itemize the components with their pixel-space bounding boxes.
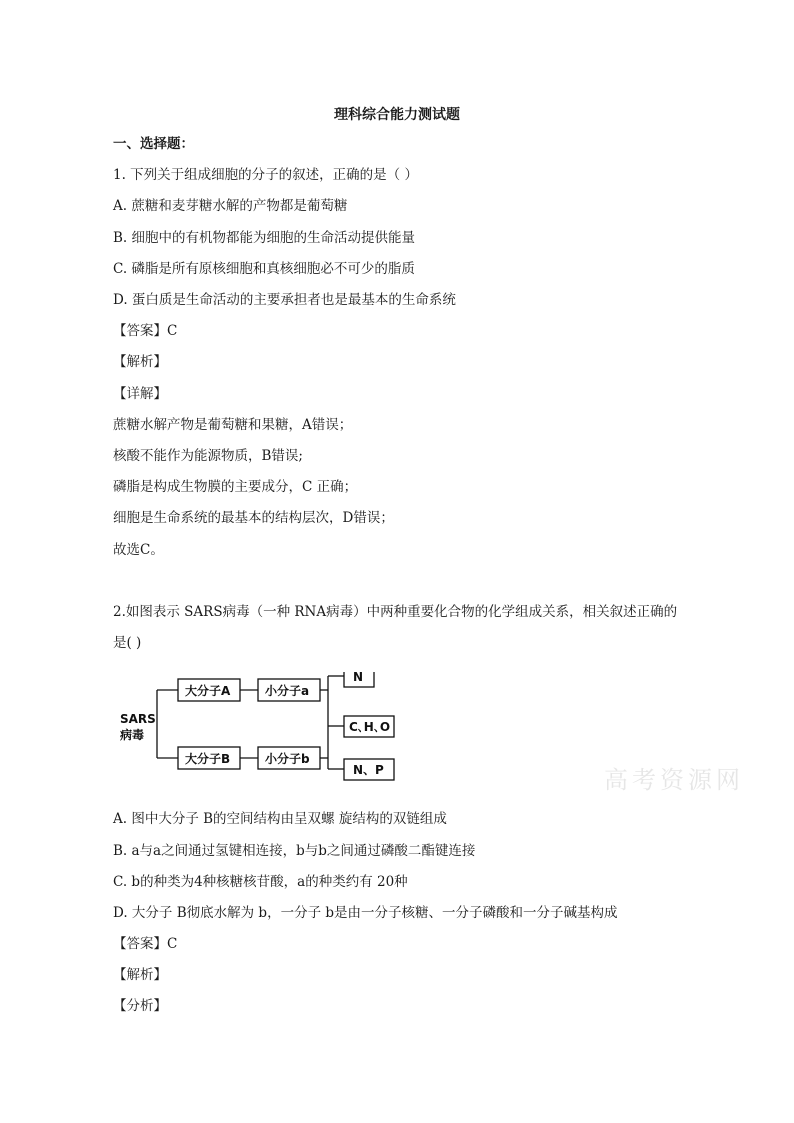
q1-option-b: B. 细胞中的有机物都能为细胞的生命活动提供能量 xyxy=(113,230,416,246)
q1-option-c: C. 磷脂是所有原核细胞和真核细胞必不可少的脂质 xyxy=(113,261,415,277)
q2-option-a: A. 图中大分子 B的空间结构由呈双螺 旋结构的双链组成 xyxy=(113,811,447,827)
compound-diagram xyxy=(110,672,410,784)
diagram-root-label: SARS xyxy=(120,712,156,726)
q1-option-d: D. 蛋白质是生命活动的主要承担者也是最基本的生命系统 xyxy=(113,292,456,308)
macro-b-label: 大分子B xyxy=(185,752,231,766)
q1-analysis-label: 【解析】 xyxy=(113,354,167,370)
q2-answer: 【答案】C xyxy=(113,936,178,952)
section-heading: 一、选择题： xyxy=(113,136,194,152)
q1-explanation-line: 故选C。 xyxy=(113,542,164,558)
element-n-label: N xyxy=(353,672,364,684)
q2-option-b: B. a与a之间通过氢键相连接，b与b之间通过磷酸二酯键连接 xyxy=(113,843,476,859)
q1-option-a: A. 蔗糖和麦芽糖水解的产物都是葡萄糖 xyxy=(113,198,348,214)
q1-explanation-line: 蔗糖水解产物是葡萄糖和果糖，A错误； xyxy=(113,417,353,433)
q1-stem: 1. 下列关于组成细胞的分子的叙述，正确的是（ ） xyxy=(113,167,418,183)
watermark: 高考资源网 xyxy=(604,766,744,794)
q1-explanation-line: 细胞是生命系统的最基本的结构层次，D错误； xyxy=(113,510,394,526)
small-b-label: 小分子b xyxy=(265,752,310,766)
q1-explanation-line: 磷脂是构成生物膜的主要成分，C 正确； xyxy=(113,479,358,495)
page-title: 理科综合能力测试题 xyxy=(334,107,460,123)
q2-analysis-label: 【解析】 xyxy=(113,967,167,983)
q1-detail-label: 【详解】 xyxy=(113,386,167,402)
element-cho-label: C､H､O xyxy=(349,720,391,734)
q2-option-c: C. b的种类为4种核糖核苷酸，a的种类约有 20种 xyxy=(113,874,408,890)
q2-fenxi-label: 【分析】 xyxy=(113,998,167,1014)
q1-explanation-line: 核酸不能作为能源物质，B错误; xyxy=(113,448,303,464)
q2-option-d: D. 大分子 B彻底水解为 b，一分子 b是由一分子核糖、一分子磷酸和一分子碱基构成 xyxy=(113,905,618,921)
element-np-label: N、P xyxy=(353,763,384,777)
small-a-label: 小分子a xyxy=(265,684,310,698)
diagram-root-label: 病毒 xyxy=(120,728,145,742)
q2-stem: 2.如图表示 SARS病毒（一种 RNA病毒）中两种重要化合物的化学组成关系，相关叙述正确的 xyxy=(113,604,678,620)
q1-answer: 【答案】C xyxy=(113,323,178,339)
macro-a-label: 大分子A xyxy=(185,684,231,698)
q2-stem-cont: 是( ) xyxy=(113,635,142,651)
